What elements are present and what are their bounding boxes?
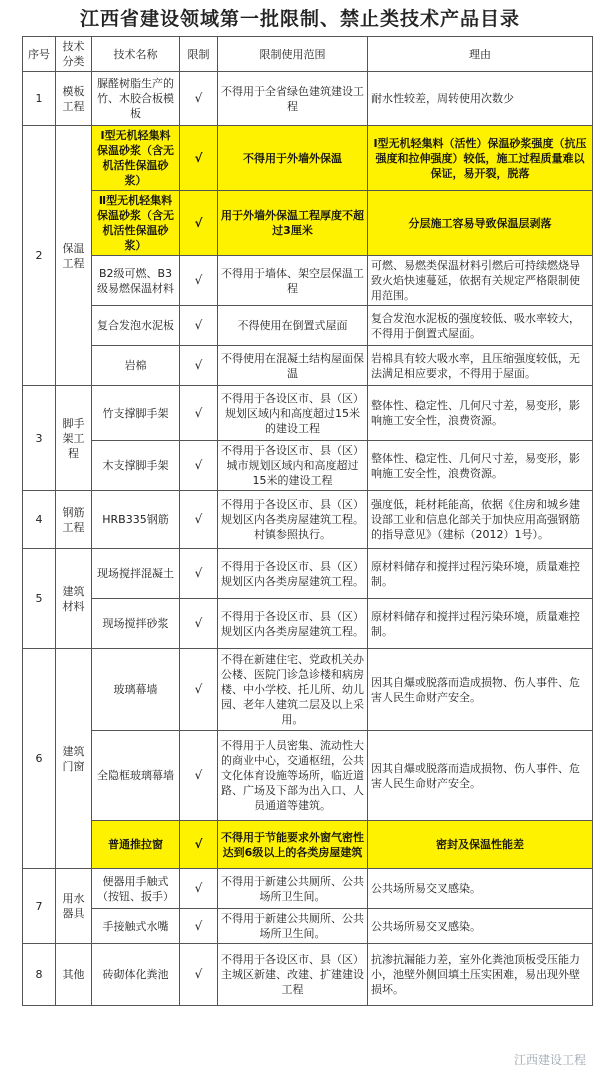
restrict-reason: 整体性、稳定性、几何尺寸差，易变形，影响施工安全性，浪费资源。 <box>368 441 593 491</box>
restrict-reason: 强度低，耗材耗能高，依据《住房和城乡建设部工业和信息化部关于加快应用高强钢筋的指导意见》（建标（2012）1号）。 <box>368 491 593 549</box>
restrict-reason: 公共场所易交叉感染。 <box>368 869 593 909</box>
restrict-scope: 不得使用在混凝土结构屋面保温 <box>218 346 368 386</box>
row-number: 5 <box>23 549 56 649</box>
table-row <box>23 599 593 649</box>
tech-name: B2级可燃、B3级易燃保温材料 <box>92 256 180 306</box>
restrict-reason: 分层施工容易导致保温层剥落 <box>368 191 593 256</box>
restrict-scope: 不得用于新建公共厕所、公共场所卫生间。 <box>218 909 368 944</box>
tech-name: HRB335钢筋 <box>92 491 180 549</box>
restrict-check: √ <box>180 731 218 821</box>
tech-name: 木支撑脚手架 <box>92 441 180 491</box>
table-row <box>23 306 593 346</box>
row-number: 1 <box>23 72 56 126</box>
table-row <box>23 649 593 731</box>
header-row <box>23 37 593 72</box>
tech-name: 砖砌体化粪池 <box>92 944 180 1006</box>
row-number: 7 <box>23 869 56 944</box>
table-row <box>23 549 593 599</box>
tech-name: 全隐框玻璃幕墙 <box>92 731 180 821</box>
tech-category: 保温工程 <box>56 126 92 386</box>
restrict-check: √ <box>180 306 218 346</box>
restrict-check: √ <box>180 126 218 191</box>
restrict-reason: 因其自爆或脱落而造成损物、伤人事件、危害人民生命财产安全。 <box>368 731 593 821</box>
restrict-reason: 整体性、稳定性、几何尺寸差，易变形，影响施工安全性，浪费资源。 <box>368 386 593 441</box>
tech-name: 复合发泡水泥板 <box>92 306 180 346</box>
restrict-scope: 不得用于外墙外保温 <box>218 126 368 191</box>
restrict-scope: 不得在新建住宅、党政机关办公楼、医院门诊急诊楼和病房楼、中小学校、托儿所、幼儿园、老年人建筑二层及以上采用。 <box>218 649 368 731</box>
restrict-check: √ <box>180 441 218 491</box>
tech-name: 玻璃幕墙 <box>92 649 180 731</box>
table-row <box>23 909 593 944</box>
header-restrict: 限制 <box>180 37 218 72</box>
restrict-check: √ <box>180 491 218 549</box>
restrict-scope: 用于外墙外保温工程厚度不超过3厘米 <box>218 191 368 256</box>
restrict-check: √ <box>180 191 218 256</box>
restrict-check: √ <box>180 944 218 1006</box>
table-row <box>23 126 593 191</box>
header-category: 技术分类 <box>56 37 92 72</box>
restrict-check: √ <box>180 909 218 944</box>
restrict-scope: 不得用于各设区市、县（区）规划区内各类房屋建筑工程。 <box>218 549 368 599</box>
restrict-reason: 耐水性较差，周转使用次数少 <box>368 72 593 126</box>
restrict-check: √ <box>180 821 218 869</box>
table-row <box>23 821 593 869</box>
tech-name: Ⅰ型无机轻集料保温砂浆（含无机活性保温砂浆） <box>92 126 180 191</box>
table-row <box>23 731 593 821</box>
restrict-reason: 公共场所易交叉感染。 <box>368 909 593 944</box>
restrict-scope: 不得用于全省绿色建筑建设工程 <box>218 72 368 126</box>
tech-name: 手接触式水嘴 <box>92 909 180 944</box>
table-row <box>23 944 593 1006</box>
restrict-reason: 因其自爆或脱落而造成损物、伤人事件、危害人民生命财产安全。 <box>368 649 593 731</box>
restrict-check: √ <box>180 256 218 306</box>
restrict-scope: 不得用于各设区市、县（区）主城区新建、改建、扩建建设工程 <box>218 944 368 1006</box>
table-body <box>23 72 593 1006</box>
restrict-scope: 不得用于各设区市、县（区）规划区域内和高度超过15米的建设工程 <box>218 386 368 441</box>
row-number: 6 <box>23 649 56 869</box>
row-number: 2 <box>23 126 56 386</box>
header-no: 序号 <box>23 37 56 72</box>
tech-name: 脲醛树脂生产的竹、木胶合板模板 <box>92 72 180 126</box>
row-number: 8 <box>23 944 56 1006</box>
restrict-check: √ <box>180 599 218 649</box>
table-row <box>23 346 593 386</box>
restrict-reason: Ⅰ型无机轻集料（活性）保温砂浆强度（抗压强度和拉伸强度）较低，施工过程质量难以保证，易开裂，脱落 <box>368 126 593 191</box>
tech-category: 模板工程 <box>56 72 92 126</box>
tech-name: 便器用手触式（按钮、扳手） <box>92 869 180 909</box>
restrict-reason: 原材料储存和搅拌过程污染环境，质量难控制。 <box>368 549 593 599</box>
tech-name: 竹支撑脚手架 <box>92 386 180 441</box>
tech-name: 普通推拉窗 <box>92 821 180 869</box>
header-scope: 限制使用范围 <box>218 37 368 72</box>
header-reason: 理由 <box>368 37 593 72</box>
restrict-check: √ <box>180 386 218 441</box>
restrict-check: √ <box>180 649 218 731</box>
watermark: 江西建设工程 <box>513 1053 586 1067</box>
restrict-check: √ <box>180 869 218 909</box>
row-number: 4 <box>23 491 56 549</box>
restrict-reason: 抗渗抗漏能力差，室外化粪池顶板受压能力小，池壁外侧回填土压实困难，易出现外壁损坏。 <box>368 944 593 1006</box>
restrict-check: √ <box>180 72 218 126</box>
row-number: 3 <box>23 386 56 491</box>
table-row <box>23 256 593 306</box>
restrict-scope: 不得用于人员密集、流动性大的商业中心，交通枢纽，公共文化体育设施等场所，临近道路、广场及下部为出入口、人员通道等建筑。 <box>218 731 368 821</box>
table-row <box>23 386 593 441</box>
restrict-scope: 不得用于节能要求外窗气密性达到6级以上的各类房屋建筑 <box>218 821 368 869</box>
restrict-reason: 岩棉具有较大吸水率，且压缩强度较低，无法满足相应要求，不得用于屋面。 <box>368 346 593 386</box>
restrict-scope: 不得使用在倒置式屋面 <box>218 306 368 346</box>
tech-name: 现场搅拌混凝土 <box>92 549 180 599</box>
restrict-reason: 密封及保温性能差 <box>368 821 593 869</box>
restrict-reason: 复合发泡水泥板的强度较低、吸水率较大，不得用于倒置式屋面。 <box>368 306 593 346</box>
restrict-scope: 不得用于各设区市、县（区）城市规划区域内和高度超过15米的建设工程 <box>218 441 368 491</box>
catalog-table <box>22 36 593 1006</box>
tech-category: 钢筋工程 <box>56 491 92 549</box>
tech-name: Ⅱ型无机轻集料保温砂浆（含无机活性保温砂浆） <box>92 191 180 256</box>
page-title: 江西省建设领域第一批限制、禁止类技术产品目录 <box>79 8 520 30</box>
restrict-reason: 可燃、易燃类保温材料引燃后可持续燃烧导致火焰快速蔓延，依据有关规定严格限制使用范围。 <box>368 256 593 306</box>
restrict-check: √ <box>180 346 218 386</box>
header-name: 技术名称 <box>92 37 180 72</box>
restrict-scope: 不得用于新建公共厕所、公共场所卫生间。 <box>218 869 368 909</box>
table-row <box>23 72 593 126</box>
tech-name: 现场搅拌砂浆 <box>92 599 180 649</box>
restrict-check: √ <box>180 549 218 599</box>
table-row <box>23 491 593 549</box>
restrict-scope: 不得用于各设区市、县（区）规划区内各类房屋建筑工程。村镇参照执行。 <box>218 491 368 549</box>
table-row <box>23 441 593 491</box>
tech-name: 岩棉 <box>92 346 180 386</box>
table-row <box>23 869 593 909</box>
restrict-reason: 原材料储存和搅拌过程污染环境，质量难控制。 <box>368 599 593 649</box>
table-row <box>23 191 593 256</box>
tech-category: 建筑材料 <box>56 549 92 649</box>
restrict-scope: 不得用于墙体、架空层保温工程 <box>218 256 368 306</box>
restrict-scope: 不得用于各设区市、县（区）规划区内各类房屋建筑工程。 <box>218 599 368 649</box>
tech-category: 脚手架工程 <box>56 386 92 491</box>
tech-category: 用水器具 <box>56 869 92 944</box>
tech-category: 建筑门窗 <box>56 649 92 869</box>
tech-category: 其他 <box>56 944 92 1006</box>
